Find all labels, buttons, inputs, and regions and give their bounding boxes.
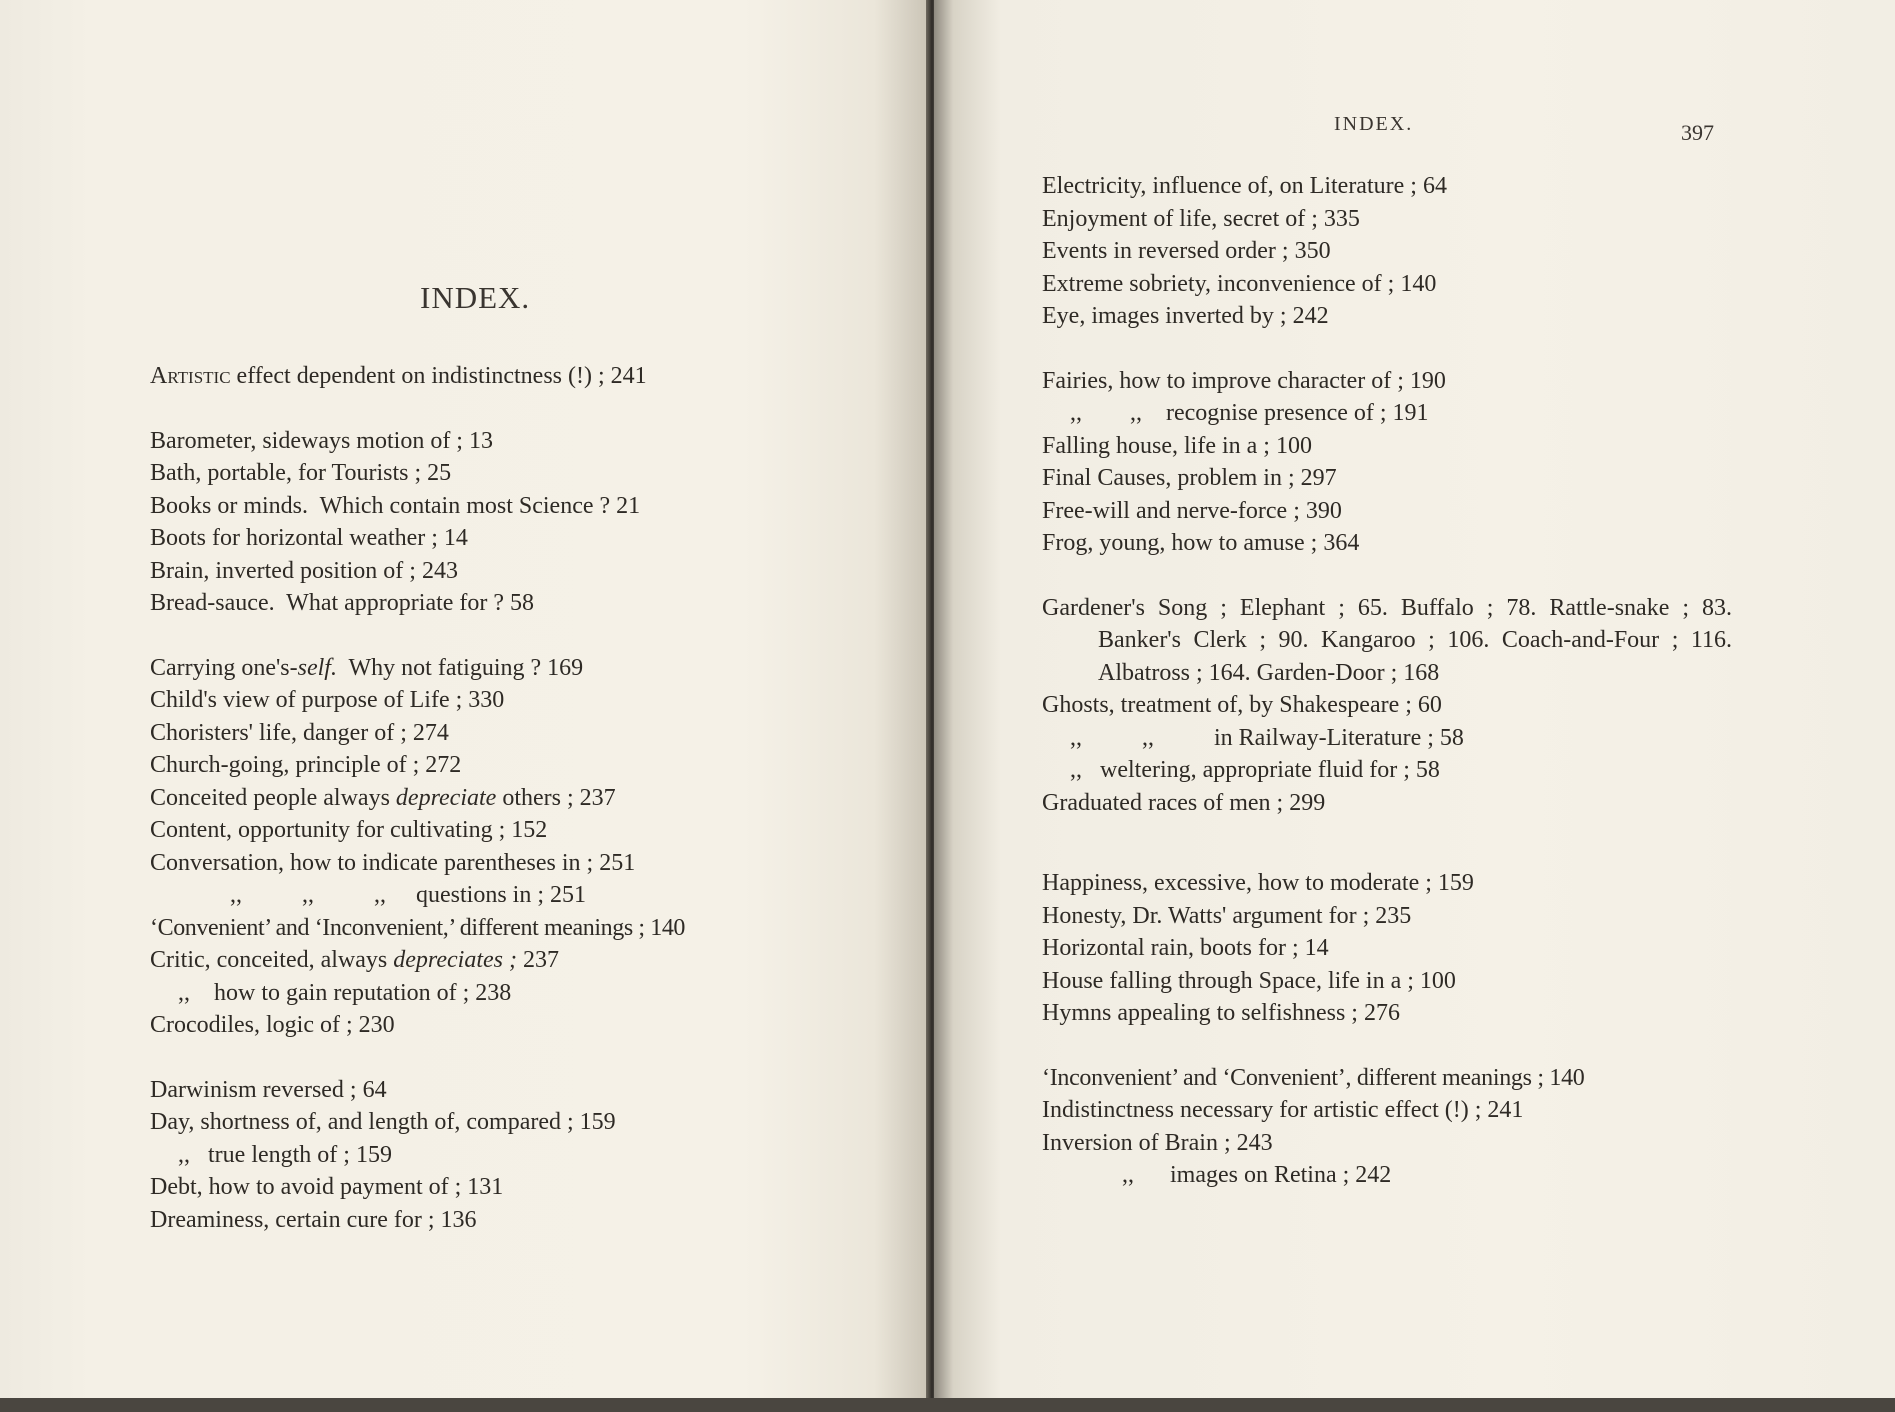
index-entry: Indistinctness necessary for artistic effect (!) ; 241	[1042, 1097, 1524, 1123]
index-entry: ,, images on Retina ; 242	[1122, 1162, 1392, 1188]
running-head: INDEX.	[1334, 113, 1414, 135]
right-index-entries	[1042, 170, 1862, 1192]
index-entry: Boots for horizontal weather ; 14	[150, 525, 468, 551]
index-entry: Frog, young, how to amuse ; 364	[1042, 530, 1360, 556]
index-entry: Darwinism reversed ; 64	[150, 1076, 387, 1103]
index-entry: Falling house, life in a ; 100	[1042, 432, 1312, 459]
index-entry: ,, ,, ,, questions in ; 251	[230, 882, 587, 908]
index-entry: Bread-sauce. What appropriate for ? 58	[150, 590, 535, 616]
index-entry: ,, ,, recognise presence of ; 191	[1070, 400, 1429, 426]
index-entry: Graduated races of men ; 299	[1042, 789, 1326, 816]
left-index-entries	[150, 360, 920, 1236]
index-entry: ,, ,, in Railway-Literature ; 58	[1070, 724, 1464, 751]
index-entry: Electricity, influence of, on Literature ; 64	[1042, 173, 1447, 199]
index-entry: Critic, conceited, always depreciates ; 237	[150, 947, 559, 973]
right-page	[934, 0, 1895, 1412]
index-entry: Carrying one's-self. Why not fatiguing ? 169	[150, 654, 584, 681]
index-entry: Enjoyment of life, secret of ; 335	[1042, 205, 1360, 232]
index-entry: ,, weltering, appropriate fluid for ; 58	[1070, 757, 1440, 783]
index-entry: Fairies, how to improve character of ; 190	[1042, 367, 1446, 394]
index-entry: Final Causes, problem in ; 297	[1042, 465, 1337, 491]
index-entry: Bath, portable, for Tourists ; 25	[150, 460, 452, 486]
index-entry: Extreme sobriety, inconvenience of ; 140	[1042, 270, 1437, 297]
index-entry: ‘Convenient’ and ‘Inconvenient,’ different meanings ; 140	[150, 914, 686, 941]
index-entry: House falling through Space, life in a ; 100	[1042, 967, 1456, 994]
index-entry: Free-will and nerve-force ; 390	[1042, 497, 1342, 524]
index-entry: Choristers' life, danger of ; 274	[150, 719, 449, 746]
index-entry: ,, true length of ; 159	[178, 1141, 392, 1168]
left-page	[0, 0, 930, 1412]
index-entry: Crocodiles, logic of ; 230	[150, 1012, 395, 1038]
index-entry: Gardener's Song ; Elephant ; 65. Buffalo ; 78. Rattle-snake ; 83. Banker's Clerk ; 90. Kangaroo ; 106. Coach-and-Four ; 116. Albatross ; 164. Garden-Door ; 168	[1042, 594, 1732, 686]
index-entry: Dreaminess, certain cure for ; 136	[150, 1206, 477, 1233]
index-entry: Child's view of purpose of Life ; 330	[150, 687, 505, 713]
index-entry: Events in reversed order ; 350	[1042, 238, 1331, 264]
index-entry: Inversion of Brain ; 243	[1042, 1129, 1273, 1156]
index-entry: ,, how to gain reputation of ; 238	[178, 979, 512, 1006]
index-entry: Conversation, how to indicate parentheses in ; 251	[150, 849, 636, 876]
index-entry: Hymns appealing to selfishness ; 276	[1042, 1000, 1400, 1026]
index-entry: Artistic effect dependent on indistinctness (!) ; 241	[150, 363, 647, 389]
page-number: 397	[1681, 120, 1714, 145]
index-entry: Content, opportunity for cultivating ; 152	[150, 817, 548, 843]
index-entry: Honesty, Dr. Watts' argument for ; 235	[1042, 902, 1412, 929]
index-entry: Brain, inverted position of ; 243	[150, 557, 458, 584]
index-entry: Day, shortness of, and length of, compared ; 159	[150, 1109, 616, 1135]
index-entry: Horizontal rain, boots for ; 14	[1042, 935, 1329, 961]
index-entry: Books or minds. Which contain most Science ? 21	[150, 492, 641, 519]
index-entry: Barometer, sideways motion of ; 13	[150, 427, 493, 454]
index-entry: Happiness, excessive, how to moderate ; 159	[1042, 870, 1474, 896]
index-entry: Debt, how to avoid payment of ; 131	[150, 1174, 504, 1200]
index-entry: ‘Inconvenient’ and ‘Convenient’, different meanings ; 140	[1042, 1064, 1585, 1091]
index-entry: Eye, images inverted by ; 242	[1042, 303, 1329, 329]
index-entry: Church-going, principle of ; 272	[150, 752, 462, 778]
index-heading: INDEX.	[420, 280, 531, 315]
index-entry: Ghosts, treatment of, by Shakespeare ; 60	[1042, 692, 1442, 718]
page-bottom-edge	[0, 1398, 1895, 1412]
index-entry: Conceited people always depreciate others ; 237	[150, 784, 616, 811]
